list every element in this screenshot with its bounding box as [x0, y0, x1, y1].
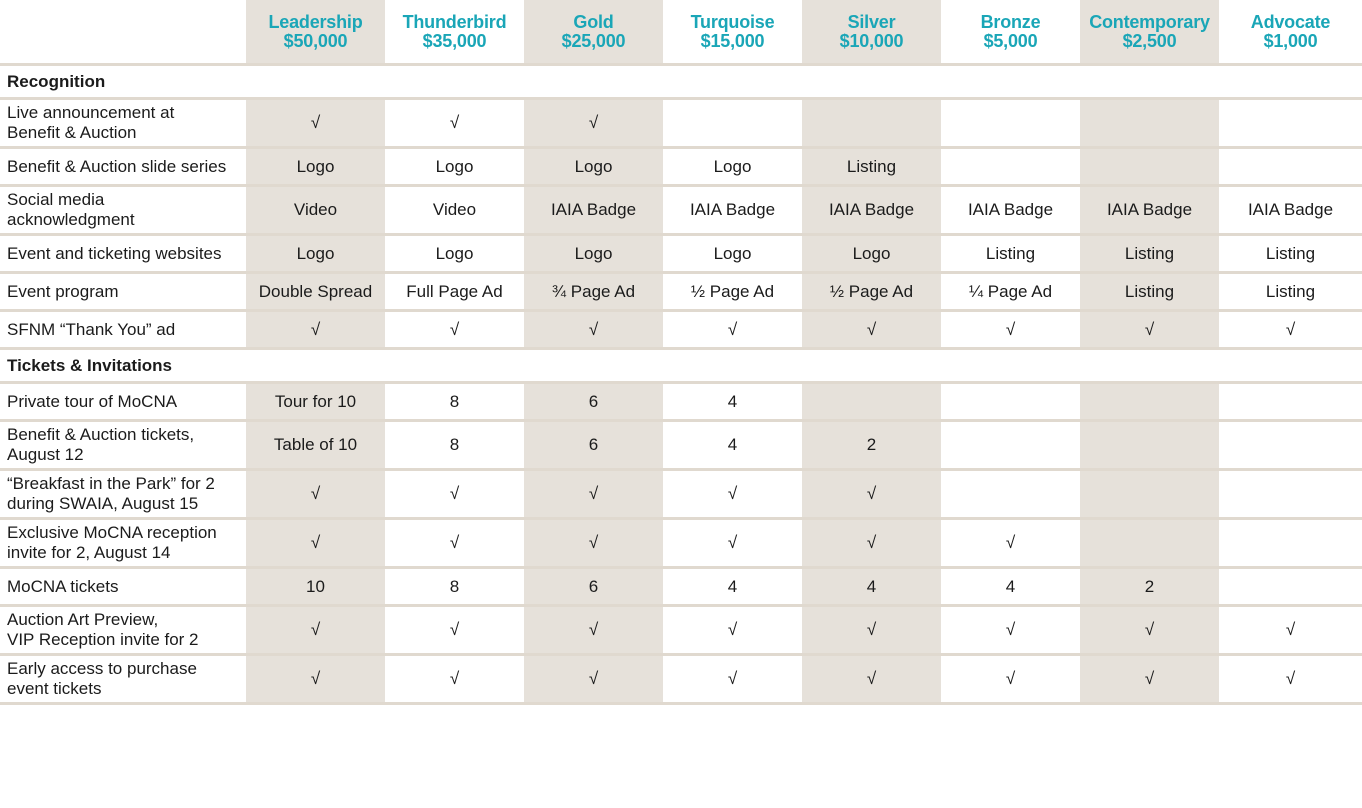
section-title: Recognition: [0, 66, 1362, 100]
benefit-label: [0, 236, 246, 274]
benefit-value: 6: [524, 384, 663, 422]
benefit-row: [0, 100, 1362, 149]
benefit-value: Table of 10: [246, 422, 385, 471]
check-mark: √: [1219, 656, 1362, 705]
check-mark: √: [663, 656, 802, 705]
benefit-label: [0, 384, 246, 422]
benefit-value: Tour for 10: [246, 384, 385, 422]
benefit-row: [0, 384, 1362, 422]
benefit-value: 6: [524, 422, 663, 471]
tier-name: Gold: [573, 11, 614, 32]
benefit-value: Listing: [1219, 274, 1362, 312]
benefit-label-line: Private tour of MoCNA: [7, 391, 178, 411]
benefit-value: [1080, 149, 1219, 187]
tier-header-advocate: [1219, 0, 1362, 66]
check-mark: √: [663, 312, 802, 350]
benefit-value: 4: [663, 422, 802, 471]
benefit-row: [0, 607, 1362, 656]
benefit-value: [802, 384, 941, 422]
benefit-value: Video: [246, 187, 385, 236]
header-corner: [0, 0, 246, 66]
benefit-row: [0, 312, 1362, 350]
benefit-value: IAIA Badge: [1219, 187, 1362, 236]
benefit-label-line: “Breakfast in the Park” for 2: [7, 474, 215, 493]
benefit-label: [0, 100, 246, 149]
benefit-row: [0, 422, 1362, 471]
tier-amount: $50,000: [283, 30, 348, 51]
benefit-value: Logo: [802, 236, 941, 274]
benefit-value: Listing: [1080, 274, 1219, 312]
benefit-label: [0, 471, 246, 520]
tier-name: Silver: [847, 11, 896, 32]
benefit-row: [0, 187, 1362, 236]
check-mark: √: [941, 520, 1080, 569]
tier-amount: $35,000: [422, 30, 487, 51]
section-row: [0, 66, 1362, 100]
check-mark: √: [802, 312, 941, 350]
benefit-value: IAIA Badge: [663, 187, 802, 236]
check-mark: √: [802, 656, 941, 705]
benefit-label-line: MoCNA tickets: [7, 576, 119, 596]
benefit-label-line: SFNM “Thank You” ad: [7, 319, 176, 339]
tier-name: Bronze: [980, 11, 1041, 32]
benefit-label-line: event tickets: [7, 679, 102, 698]
benefit-value: [1219, 569, 1362, 607]
benefit-label-line: Early access to purchase: [7, 659, 197, 678]
benefit-value: 4: [941, 569, 1080, 607]
check-mark: √: [1219, 312, 1362, 350]
check-mark: √: [524, 607, 663, 656]
check-mark: √: [524, 656, 663, 705]
benefit-label: [0, 187, 246, 236]
benefit-value: [941, 100, 1080, 149]
benefit-value: [1080, 520, 1219, 569]
check-mark: √: [385, 656, 524, 705]
benefit-value: ¼ Page Ad: [941, 274, 1080, 312]
check-mark: √: [385, 607, 524, 656]
benefit-label: [0, 422, 246, 471]
tier-amount: $5,000: [983, 30, 1038, 51]
benefit-row: [0, 149, 1362, 187]
benefit-label-line: VIP Reception invite for 2: [7, 630, 199, 649]
benefit-value: Listing: [941, 236, 1080, 274]
benefit-value: [1219, 471, 1362, 520]
benefit-value: 4: [802, 569, 941, 607]
benefit-value: Full Page Ad: [385, 274, 524, 312]
benefit-value: Logo: [524, 236, 663, 274]
tier-amount: $1,000: [1263, 30, 1318, 51]
section-row: [0, 350, 1362, 384]
benefit-label-line: Benefit & Auction: [7, 123, 137, 142]
benefit-label-line: during SWAIA, August 15: [7, 494, 199, 513]
benefit-label-line: Social media: [7, 190, 105, 209]
check-mark: √: [1080, 656, 1219, 705]
benefit-label: [0, 607, 246, 656]
benefit-value: [1219, 520, 1362, 569]
check-mark: √: [385, 312, 524, 350]
benefit-row: [0, 656, 1362, 705]
benefit-value: Logo: [663, 149, 802, 187]
benefit-value: [1080, 100, 1219, 149]
benefit-value: ¾ Page Ad: [524, 274, 663, 312]
tier-amount: $15,000: [700, 30, 765, 51]
benefit-value: [1080, 384, 1219, 422]
benefit-value: [941, 471, 1080, 520]
tier-header-contemporary: [1080, 0, 1219, 66]
benefit-value: Listing: [1080, 236, 1219, 274]
tier-header-gold: [524, 0, 663, 66]
check-mark: √: [246, 656, 385, 705]
benefit-value: Double Spread: [246, 274, 385, 312]
benefit-label-line: acknowledgment: [7, 210, 135, 229]
benefit-value: 2: [802, 422, 941, 471]
benefit-value: Logo: [246, 236, 385, 274]
benefit-value: [941, 149, 1080, 187]
benefits-body: [0, 66, 1362, 705]
benefit-value: [1080, 471, 1219, 520]
benefit-value: Logo: [385, 149, 524, 187]
benefit-row: [0, 236, 1362, 274]
benefit-label: [0, 569, 246, 607]
benefit-row: [0, 520, 1362, 569]
benefit-value: [1219, 422, 1362, 471]
benefit-value: [941, 422, 1080, 471]
tier-amount: $25,000: [561, 30, 626, 51]
check-mark: √: [246, 607, 385, 656]
check-mark: √: [802, 471, 941, 520]
benefit-value: 8: [385, 422, 524, 471]
benefit-label: [0, 520, 246, 569]
benefit-value: [941, 384, 1080, 422]
section-title: Tickets & Invitations: [0, 350, 1362, 384]
benefit-value: 4: [663, 569, 802, 607]
benefit-value: Logo: [663, 236, 802, 274]
benefit-label-line: Event and ticketing websites: [7, 243, 222, 263]
benefit-value: 6: [524, 569, 663, 607]
benefit-value: ½ Page Ad: [802, 274, 941, 312]
check-mark: √: [802, 520, 941, 569]
benefit-label-line: Exclusive MoCNA reception: [7, 523, 217, 542]
benefit-value: IAIA Badge: [941, 187, 1080, 236]
check-mark: √: [663, 607, 802, 656]
benefit-value: [1219, 100, 1362, 149]
check-mark: √: [246, 312, 385, 350]
benefit-value: [1219, 149, 1362, 187]
benefit-label-line: Live announcement at: [7, 103, 175, 122]
benefit-label-line: Benefit & Auction tickets,: [7, 425, 195, 444]
check-mark: √: [524, 520, 663, 569]
check-mark: √: [941, 607, 1080, 656]
benefit-value: Logo: [524, 149, 663, 187]
benefit-value: [663, 100, 802, 149]
benefit-value: IAIA Badge: [802, 187, 941, 236]
benefit-label: [0, 656, 246, 705]
tier-header-row: [0, 0, 1362, 66]
benefit-label-line: invite for 2, August 14: [7, 543, 171, 562]
check-mark: √: [941, 656, 1080, 705]
check-mark: √: [1219, 607, 1362, 656]
check-mark: √: [524, 100, 663, 149]
check-mark: √: [663, 471, 802, 520]
check-mark: √: [246, 471, 385, 520]
check-mark: √: [941, 312, 1080, 350]
benefit-label: [0, 274, 246, 312]
benefit-label: [0, 312, 246, 350]
tier-name: Turquoise: [690, 11, 775, 32]
benefit-value: Logo: [246, 149, 385, 187]
check-mark: √: [385, 100, 524, 149]
check-mark: √: [802, 607, 941, 656]
benefit-row: [0, 274, 1362, 312]
tier-name: Contemporary: [1089, 11, 1210, 32]
benefit-value: [1080, 422, 1219, 471]
tier-header-turquoise: [663, 0, 802, 66]
tier-header-silver: [802, 0, 941, 66]
benefit-value: ½ Page Ad: [663, 274, 802, 312]
check-mark: √: [385, 471, 524, 520]
benefit-label: [0, 149, 246, 187]
benefit-value: [802, 100, 941, 149]
benefit-value: 4: [663, 384, 802, 422]
benefit-row: [0, 569, 1362, 607]
check-mark: √: [1080, 607, 1219, 656]
check-mark: √: [524, 471, 663, 520]
benefit-value: [1219, 384, 1362, 422]
benefit-value: 8: [385, 384, 524, 422]
benefit-value: 10: [246, 569, 385, 607]
benefit-value: Listing: [1219, 236, 1362, 274]
tier-amount: $10,000: [839, 30, 904, 51]
benefit-value: Video: [385, 187, 524, 236]
benefit-label-line: Benefit & Auction slide series: [7, 156, 227, 176]
tier-amount: $2,500: [1122, 30, 1177, 51]
benefit-value: Logo: [385, 236, 524, 274]
tier-name: Thunderbird: [402, 11, 507, 32]
tier-name: Advocate: [1250, 11, 1331, 32]
check-mark: √: [246, 520, 385, 569]
tier-header-leadership: [246, 0, 385, 66]
benefit-label-line: Event program: [7, 281, 119, 301]
benefit-label-line: Auction Art Preview,: [7, 610, 159, 629]
check-mark: √: [385, 520, 524, 569]
benefit-value: 8: [385, 569, 524, 607]
tier-name: Leadership: [268, 11, 363, 32]
benefit-label-line: August 12: [7, 445, 84, 464]
benefit-value: Listing: [802, 149, 941, 187]
benefit-row: [0, 471, 1362, 520]
check-mark: √: [246, 100, 385, 149]
benefit-value: 2: [1080, 569, 1219, 607]
benefit-value: IAIA Badge: [524, 187, 663, 236]
tier-header-bronze: [941, 0, 1080, 66]
check-mark: √: [524, 312, 663, 350]
check-mark: √: [1080, 312, 1219, 350]
benefit-value: IAIA Badge: [1080, 187, 1219, 236]
tier-header-thunderbird: [385, 0, 524, 66]
check-mark: √: [663, 520, 802, 569]
